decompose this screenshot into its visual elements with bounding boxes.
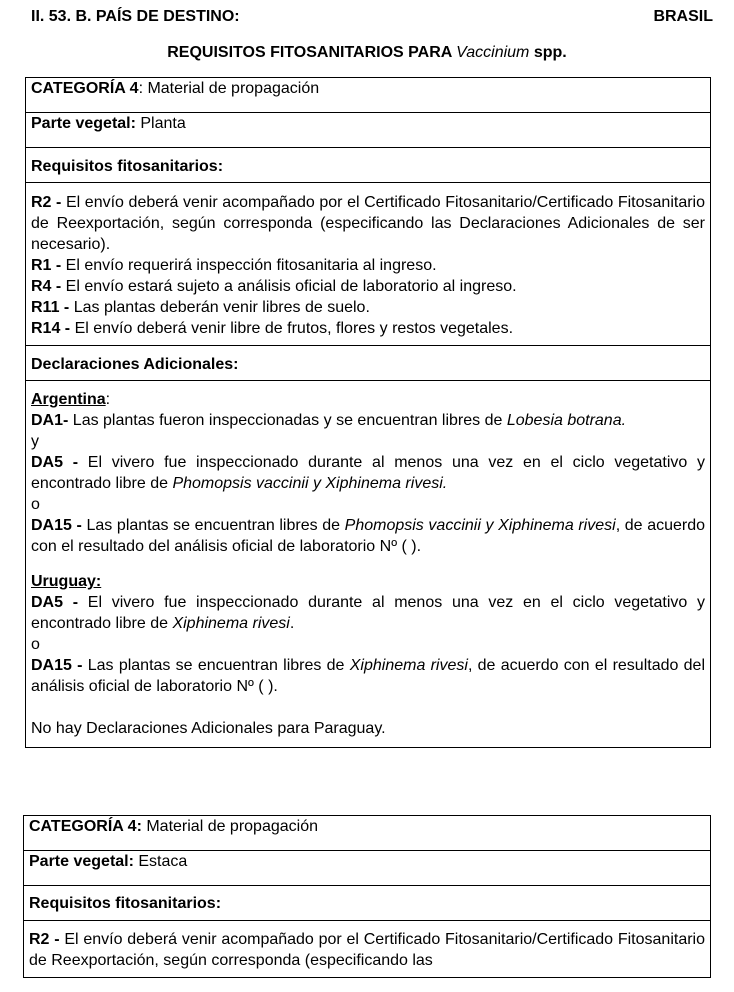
categoria-value: Material de propagación bbox=[141, 818, 318, 835]
declaration-text: El vivero fue inspeccionado durante al menos una vez en el ciclo vegetativo y encontrado libre de bbox=[31, 454, 706, 492]
declaration-code: DA5 - bbox=[31, 594, 79, 611]
categoria-label: CATEGORÍA 4: bbox=[29, 818, 142, 835]
declaration-text: , de acuerdo con el resultado del análisis oficial de laboratorio Nº ( ). bbox=[31, 657, 706, 695]
country-name: Argentina bbox=[31, 391, 106, 408]
requisitos-heading-row bbox=[26, 148, 711, 183]
requisitos-heading: Requisitos fitosanitarios: bbox=[31, 158, 224, 175]
declaration-text: Las plantas fueron inspeccionadas y se encuentran libres de bbox=[68, 412, 507, 429]
declaraciones-heading: Declaraciones Adicionales: bbox=[31, 356, 239, 373]
species-name: Phomopsis vaccinii y Xiphinema rivesi. bbox=[172, 475, 448, 492]
declaration-item bbox=[31, 592, 705, 634]
section-destination-label: II. 53. B. PAÍS DE DESTINO: bbox=[31, 8, 240, 25]
requisito-code: R2 - bbox=[29, 931, 60, 948]
parte-vegetal-row bbox=[26, 113, 711, 148]
destination-country: BRASIL bbox=[653, 8, 713, 25]
declaraciones-heading-row bbox=[26, 346, 711, 381]
requisito-code: R1 - bbox=[31, 257, 62, 274]
declaration-item bbox=[31, 515, 705, 557]
declaration-text: Las plantas se encuentran libres de bbox=[82, 657, 350, 674]
paraguay-note: No hay Declaraciones Adicionales para Paraguay. bbox=[31, 720, 386, 737]
requisito-item bbox=[31, 276, 705, 297]
requisito-text: Las plantas deberán venir libres de suelo. bbox=[69, 299, 370, 316]
declaration-item bbox=[31, 655, 705, 697]
country-argentina bbox=[31, 389, 705, 410]
declaration-code: DA5 - bbox=[31, 454, 79, 471]
requisito-item bbox=[29, 929, 705, 971]
title-genus: Vaccinium bbox=[456, 44, 530, 61]
requisito-text: El envío estará sujeto a análisis oficial de laboratorio al ingreso. bbox=[61, 278, 517, 295]
document-header bbox=[31, 8, 713, 28]
title-prefix: REQUISITOS FITOSANITARIOS PARA bbox=[167, 44, 457, 61]
country-uruguay bbox=[31, 571, 705, 592]
conjunction: o bbox=[31, 496, 40, 513]
categoria-label: CATEGORÍA 4 bbox=[31, 80, 139, 97]
requisito-item bbox=[31, 192, 705, 255]
declaraciones-content-row bbox=[26, 381, 711, 748]
requisito-code: R14 - bbox=[31, 320, 71, 337]
parte-vegetal-value: Planta bbox=[135, 115, 186, 132]
parte-vegetal-row bbox=[24, 851, 711, 886]
declaration-text: . bbox=[289, 615, 295, 632]
title-suffix: spp. bbox=[529, 44, 567, 61]
species-name: Xiphinema rivesi bbox=[172, 615, 290, 632]
declaration-text: El vivero fue inspeccionado durante al menos una vez en el ciclo vegetativo y encontrado libre de bbox=[31, 594, 706, 632]
parte-vegetal-label: Parte vegetal: bbox=[29, 853, 134, 870]
requisitos-list-row bbox=[26, 183, 711, 346]
requisito-item bbox=[31, 297, 705, 318]
requisitos-heading-row bbox=[24, 886, 711, 921]
requisito-text: El envío deberá venir acompañado por el Certificado Fitosanitario/Certificado Fitosanitario de Reexportación, según corresponda (especificando las Declaraciones Adicionales de ser necesario). bbox=[31, 194, 706, 253]
parte-vegetal-value: Estaca bbox=[133, 853, 188, 870]
requisito-item bbox=[31, 255, 705, 276]
requisito-text: El envío deberá venir acompañado por el Certificado Fitosanitario/Certificado Fitosanitario de Reexportación, según corresponda (especificando las bbox=[29, 931, 705, 969]
declaration-text: Las plantas se encuentran libres de bbox=[81, 517, 345, 534]
requisito-code: R11 - bbox=[31, 299, 70, 316]
declaration-code: DA15 - bbox=[31, 657, 83, 674]
country-name: Uruguay: bbox=[31, 573, 102, 590]
declaration-code: DA15 - bbox=[31, 517, 82, 534]
requisito-text: El envío requerirá inspección fitosanitaria al ingreso. bbox=[61, 257, 437, 274]
country-colon: : bbox=[105, 391, 111, 408]
parte-vegetal-label: Parte vegetal: bbox=[31, 115, 136, 132]
categoria-row bbox=[26, 78, 711, 113]
species-name: Xiphinema rivesi bbox=[349, 657, 468, 674]
conjunction: y bbox=[31, 433, 39, 450]
requirements-table-planta bbox=[25, 77, 711, 748]
requisitos-heading: Requisitos fitosanitarios: bbox=[29, 895, 222, 912]
declaration-code: DA1- bbox=[31, 412, 69, 429]
declaration-text: , de acuerdo con el resultado del análisis oficial de laboratorio Nº ( ). bbox=[31, 517, 706, 555]
requisito-item bbox=[31, 318, 705, 339]
species-name: Lobesia botrana. bbox=[506, 412, 627, 429]
categoria-row bbox=[24, 816, 711, 851]
declaration-item bbox=[31, 452, 705, 494]
spacer bbox=[31, 697, 705, 718]
page-title bbox=[0, 44, 734, 62]
species-name: Phomopsis vaccinii y Xiphinema rivesi bbox=[344, 517, 616, 534]
categoria-value: : Material de propagación bbox=[138, 80, 320, 97]
declaration-item bbox=[31, 410, 705, 431]
requisito-code: R2 - bbox=[31, 194, 62, 211]
requirements-table-estaca bbox=[23, 815, 711, 978]
conjunction: o bbox=[31, 636, 40, 653]
requisitos-list-row bbox=[24, 921, 711, 978]
requisito-code: R4 - bbox=[31, 278, 62, 295]
requisito-text: El envío deberá venir libre de frutos, flores y restos vegetales. bbox=[70, 320, 514, 337]
